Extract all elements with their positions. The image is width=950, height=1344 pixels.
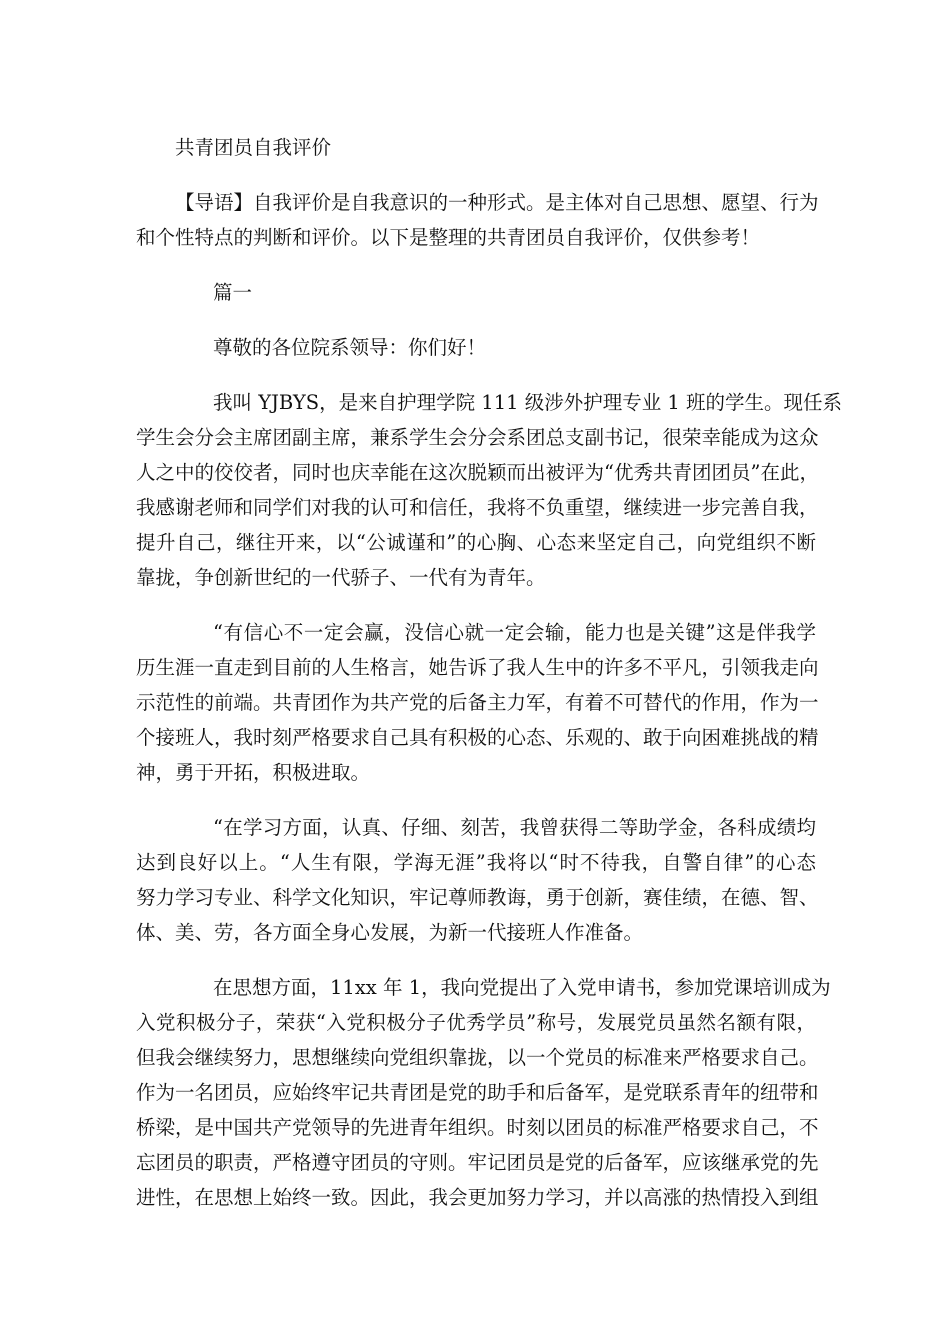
paragraph-line: 学生会分会主席团副主席，兼系学生会分会系团总支副书记，很荣幸能成为这众 — [136, 426, 819, 449]
paragraph-line: 示范性的前端。共青团作为共产党的后备主力军，有着不可替代的作用，作为一 — [136, 691, 819, 714]
paragraph-line: 人之中的佼佼者，同时也庆幸能在这次脱颖而出被评为“优秀共青团团员”在此， — [136, 461, 819, 484]
paragraph-line: 但我会继续努力，思想继续向党组织靠拢，以一个党员的标准来严格要求自己。 — [136, 1046, 819, 1069]
paragraph-line: 在思想方面，11xx 年 1，我向党提出了入党申请书，参加党课培训成为 — [213, 976, 831, 999]
paragraph-line: 桥梁，是中国共产党领导的先进青年组织。时刻以团员的标准严格要求自己，不 — [136, 1116, 819, 1139]
paragraph-line: 作为一名团员，应始终牢记共青团是党的助手和后备军，是党联系青年的纽带和 — [136, 1081, 819, 1104]
intro-line: 【导语】自我评价是自我意识的一种形式。是主体对自己思想、愿望、行为 — [175, 191, 819, 214]
paragraph-line: 我叫 YJBYS，是来自护理学院 111 级涉外护理专业 1 班的学生。现任系 — [213, 391, 843, 414]
paragraph-line: “有信心不一定会赢，没信心就一定会输，能力也是关键”这是伴我学 — [213, 621, 816, 644]
greeting: 尊敬的各位院系领导：你们好！ — [213, 336, 487, 359]
paragraph-line: 体、美、劳，各方面全身心发展，为新一代接班人作准备。 — [136, 921, 644, 944]
paragraph-line: 靠拢，争创新世纪的一代骄子、一代有为青年。 — [136, 566, 546, 589]
paragraph-line: 我感谢老师和同学们对我的认可和信任，我将不负重望，继续进一步完善自我， — [136, 496, 819, 519]
paragraph-line: 提升自己，继往开来，以“公诚谨和”的心胸、心态来坚定自己，向党组织不断 — [136, 531, 816, 554]
paragraph-line: 努力学习专业、科学文化知识，牢记尊师教诲，勇于创新，赛佳绩，在德、智、 — [136, 886, 819, 909]
paragraph-line: 历生涯一直走到目前的人生格言，她告诉了我人生中的许多不平凡，引领我走向 — [136, 656, 819, 679]
paragraph-line: 个接班人，我时刻严格要求自己具有积极的心态、乐观的、敢于向困难挑战的精 — [136, 726, 819, 749]
paragraph-line: 入党积极分子，荣获“入党积极分子优秀学员”称号，发展党员虽然名额有限， — [136, 1011, 816, 1034]
document-title: 共青团员自我评价 — [175, 136, 332, 159]
paragraph-line: 神，勇于开拓，积极进取。 — [136, 761, 371, 784]
paragraph-line: 进性，在思想上始终一致。因此，我会更加努力学习，并以高涨的热情投入到组 — [136, 1186, 819, 1209]
intro-line: 和个性特点的判断和评价。以下是整理的共青团员自我评价，仅供参考！ — [136, 226, 761, 249]
section-heading: 篇一 — [213, 281, 253, 304]
paragraph-line: 忘团员的职责，严格遵守团员的守则。牢记团员是党的后备军，应该继承党的先 — [136, 1151, 819, 1174]
paragraph-line: “在学习方面，认真、仔细、刻苦，我曾获得二等助学金，各科成绩均 — [213, 816, 816, 839]
paragraph-line: 达到良好以上。“人生有限，学海无涯”我将以“时不待我，自警自律”的心态 — [136, 851, 816, 874]
